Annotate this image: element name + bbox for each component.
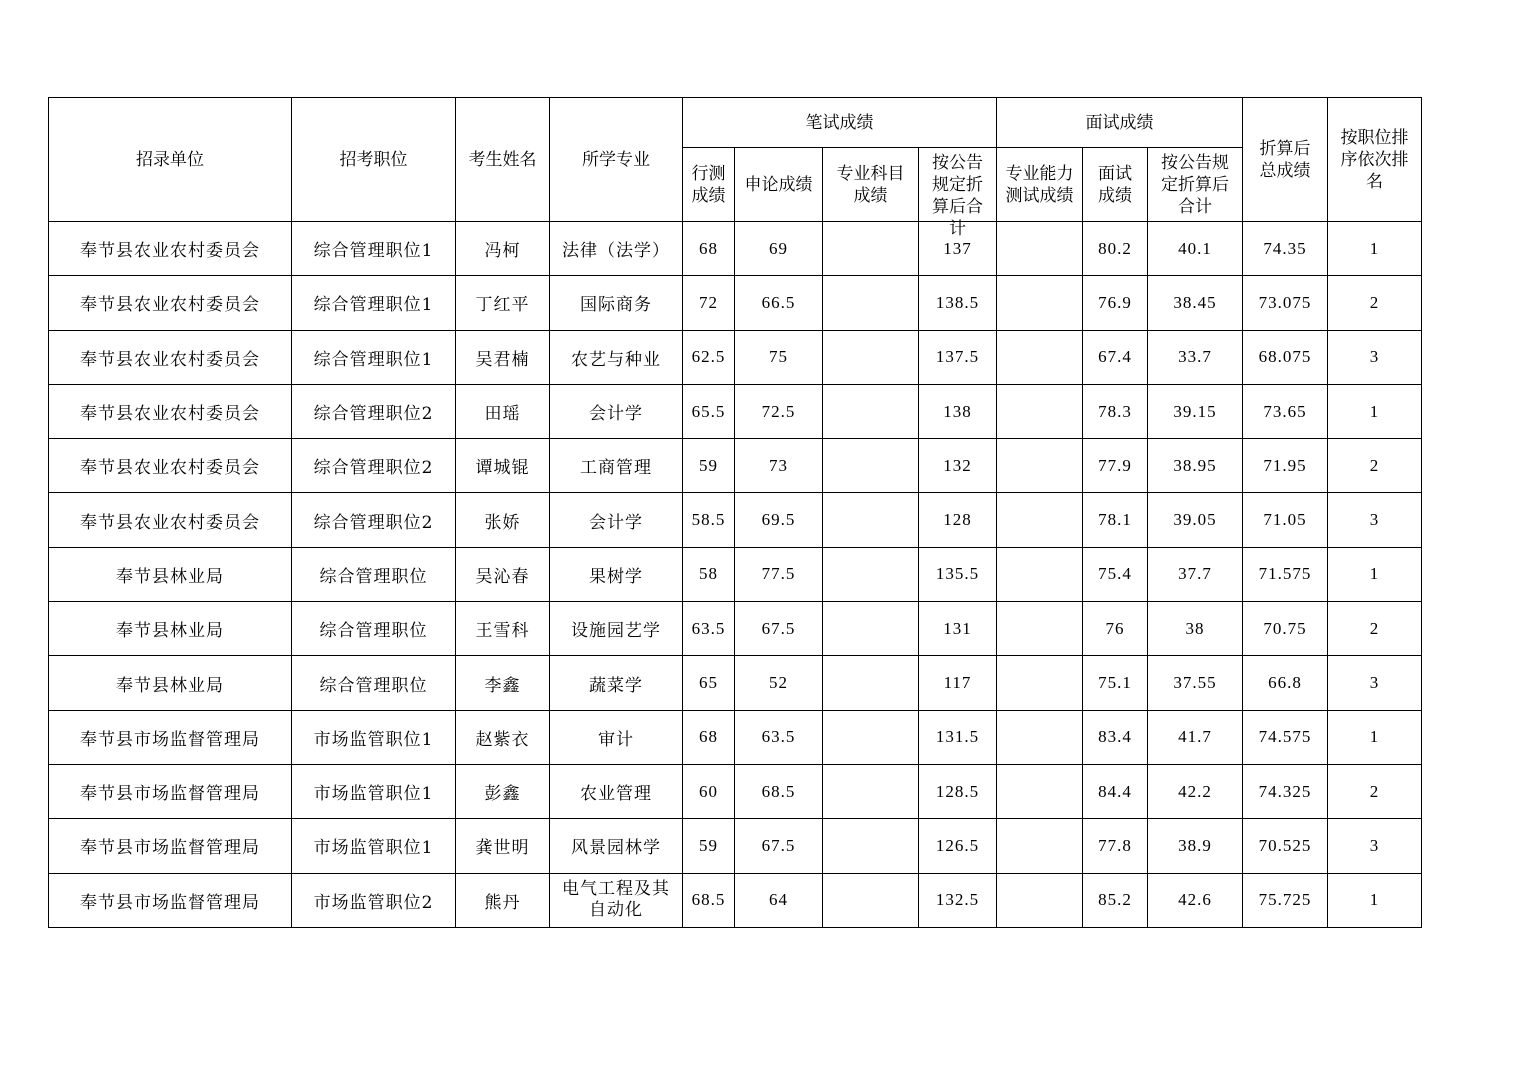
cell-unit: 奉节县林业局: [49, 602, 292, 656]
cell-interview: 77.9: [1083, 439, 1148, 493]
header-shenlun: 申论成绩: [735, 148, 823, 222]
cell-special: [823, 602, 919, 656]
cell-xingce: 60: [683, 764, 735, 818]
table-row: [49, 384, 1422, 438]
cell-position: 综合管理职位: [292, 602, 456, 656]
cell-name: 冯柯: [456, 222, 550, 276]
cell-xingce: 62.5: [683, 330, 735, 384]
cell-interview-converted: 42.2: [1148, 764, 1243, 818]
cell-written-converted: 128.5: [919, 764, 997, 818]
cell-xingce: 59: [683, 819, 735, 873]
cell-unit: 奉节县农业农村委员会: [49, 276, 292, 330]
cell-special: [823, 764, 919, 818]
cell-interview-converted: 39.05: [1148, 493, 1243, 547]
cell-special: [823, 276, 919, 330]
cell-name: 吴沁春: [456, 547, 550, 601]
cell-major: 设施园艺学: [550, 602, 683, 656]
cell-total: 73.075: [1243, 276, 1328, 330]
cell-special: [823, 384, 919, 438]
cell-major: 农艺与种业: [550, 330, 683, 384]
table-row: [49, 547, 1422, 601]
cell-ability: [997, 656, 1083, 710]
cell-ability: [997, 330, 1083, 384]
cell-rank: 2: [1328, 439, 1422, 493]
cell-unit: 奉节县林业局: [49, 656, 292, 710]
cell-interview-converted: 33.7: [1148, 330, 1243, 384]
header-xingce: 行测成绩: [683, 148, 735, 222]
cell-unit: 奉节县林业局: [49, 547, 292, 601]
cell-interview-converted: 37.55: [1148, 656, 1243, 710]
cell-total: 70.75: [1243, 602, 1328, 656]
cell-shenlun: 73: [735, 439, 823, 493]
cell-rank: 2: [1328, 602, 1422, 656]
cell-shenlun: 68.5: [735, 764, 823, 818]
cell-interview: 78.3: [1083, 384, 1148, 438]
cell-shenlun: 75: [735, 330, 823, 384]
header-major: 所学专业: [550, 98, 683, 222]
cell-total: 74.325: [1243, 764, 1328, 818]
header-written-converted: [919, 148, 997, 239]
cell-position: 综合管理职位2: [292, 384, 456, 438]
cell-xingce: 63.5: [683, 602, 735, 656]
cell-xingce: 68: [683, 222, 735, 276]
cell-written-converted: 128: [919, 493, 997, 547]
cell-interview: 78.1: [1083, 493, 1148, 547]
header-interview-group: 面试成绩: [997, 98, 1243, 148]
cell-position: 综合管理职位1: [292, 222, 456, 276]
cell-rank: 3: [1328, 819, 1422, 873]
cell-total: 73.65: [1243, 384, 1328, 438]
header-interview-converted: 按公告规定折算后合计: [1148, 148, 1243, 222]
cell-position: 综合管理职位2: [292, 439, 456, 493]
table-row: [49, 330, 1422, 384]
cell-shenlun: 72.5: [735, 384, 823, 438]
cell-interview-converted: 38.45: [1148, 276, 1243, 330]
header-special: 专业科目成绩: [823, 148, 919, 222]
cell-interview: 76: [1083, 602, 1148, 656]
cell-total: 66.8: [1243, 656, 1328, 710]
cell-xingce: 65: [683, 656, 735, 710]
cell-xingce: 72: [683, 276, 735, 330]
table-row: [49, 222, 1422, 276]
cell-interview: 75.1: [1083, 656, 1148, 710]
cell-interview: 75.4: [1083, 547, 1148, 601]
cell-rank: 3: [1328, 330, 1422, 384]
cell-shenlun: 64: [735, 873, 823, 927]
header-ability: 专业能力测试成绩: [997, 148, 1083, 222]
cell-shenlun: 52: [735, 656, 823, 710]
table-row: [49, 656, 1422, 710]
cell-interview-converted: 38: [1148, 602, 1243, 656]
cell-major: 工商管理: [550, 439, 683, 493]
cell-unit: 奉节县农业农村委员会: [49, 384, 292, 438]
header-name: 考生姓名: [456, 98, 550, 222]
cell-total: 75.725: [1243, 873, 1328, 927]
table-body: [49, 222, 1422, 928]
cell-ability: [997, 493, 1083, 547]
cell-unit: 奉节县市场监督管理局: [49, 710, 292, 764]
cell-xingce: 65.5: [683, 384, 735, 438]
cell-name: 龚世明: [456, 819, 550, 873]
cell-major: 国际商务: [550, 276, 683, 330]
cell-rank: 1: [1328, 547, 1422, 601]
cell-written-converted: 132: [919, 439, 997, 493]
cell-special: [823, 493, 919, 547]
cell-name: 李鑫: [456, 656, 550, 710]
table-row: [49, 602, 1422, 656]
cell-name: 吴君楠: [456, 330, 550, 384]
cell-major: 风景园林学: [550, 819, 683, 873]
cell-interview: 76.9: [1083, 276, 1148, 330]
cell-interview: 67.4: [1083, 330, 1148, 384]
cell-total: 71.575: [1243, 547, 1328, 601]
cell-ability: [997, 764, 1083, 818]
cell-written-converted: 117: [919, 656, 997, 710]
cell-xingce: 68: [683, 710, 735, 764]
cell-rank: 3: [1328, 656, 1422, 710]
table-row: [49, 764, 1422, 818]
score-table: [48, 97, 1422, 928]
table-row: [49, 439, 1422, 493]
cell-rank: 3: [1328, 493, 1422, 547]
cell-shenlun: 69.5: [735, 493, 823, 547]
cell-total: 74.575: [1243, 710, 1328, 764]
table-row: [49, 493, 1422, 547]
cell-ability: [997, 222, 1083, 276]
cell-written-converted: 126.5: [919, 819, 997, 873]
cell-interview: 77.8: [1083, 819, 1148, 873]
cell-rank: 1: [1328, 384, 1422, 438]
header-position: 招考职位: [292, 98, 456, 222]
cell-rank: 1: [1328, 873, 1422, 927]
cell-written-converted: 131.5: [919, 710, 997, 764]
cell-interview-converted: 39.15: [1148, 384, 1243, 438]
cell-written-converted: 132.5: [919, 873, 997, 927]
cell-special: [823, 710, 919, 764]
cell-written-converted: 138.5: [919, 276, 997, 330]
cell-position: 综合管理职位1: [292, 330, 456, 384]
cell-unit: 奉节县农业农村委员会: [49, 439, 292, 493]
table-row: [49, 710, 1422, 764]
cell-ability: [997, 710, 1083, 764]
cell-major: 电气工程及其自动化: [550, 873, 683, 927]
cell-written-converted: 137.5: [919, 330, 997, 384]
cell-name: 王雪科: [456, 602, 550, 656]
cell-position: 综合管理职位: [292, 656, 456, 710]
cell-written-converted: 131: [919, 602, 997, 656]
cell-written-converted: 135.5: [919, 547, 997, 601]
cell-position: 市场监管职位1: [292, 710, 456, 764]
cell-interview-converted: 38.95: [1148, 439, 1243, 493]
cell-major: 会计学: [550, 384, 683, 438]
cell-major: 会计学: [550, 493, 683, 547]
cell-interview-converted: 41.7: [1148, 710, 1243, 764]
cell-position: 综合管理职位2: [292, 493, 456, 547]
cell-total: 71.95: [1243, 439, 1328, 493]
cell-shenlun: 63.5: [735, 710, 823, 764]
cell-ability: [997, 439, 1083, 493]
cell-unit: 奉节县农业农村委员会: [49, 222, 292, 276]
cell-special: [823, 656, 919, 710]
cell-xingce: 58.5: [683, 493, 735, 547]
cell-name: 张娇: [456, 493, 550, 547]
table-row: [49, 276, 1422, 330]
cell-interview-converted: 38.9: [1148, 819, 1243, 873]
cell-special: [823, 439, 919, 493]
header-total: 折算后总成绩: [1243, 98, 1328, 222]
cell-interview-converted: 42.6: [1148, 873, 1243, 927]
cell-ability: [997, 819, 1083, 873]
cell-ability: [997, 276, 1083, 330]
header-interview: 面试成绩: [1083, 148, 1148, 222]
cell-position: 市场监管职位1: [292, 764, 456, 818]
cell-total: 74.35: [1243, 222, 1328, 276]
cell-shenlun: 69: [735, 222, 823, 276]
cell-unit: 奉节县农业农村委员会: [49, 493, 292, 547]
cell-rank: 2: [1328, 764, 1422, 818]
cell-special: [823, 547, 919, 601]
cell-major: 法律（法学）: [550, 222, 683, 276]
cell-ability: [997, 547, 1083, 601]
header-written-group: 笔试成绩: [683, 98, 997, 148]
cell-name: 熊丹: [456, 873, 550, 927]
cell-total: 70.525: [1243, 819, 1328, 873]
cell-written-converted: 137: [919, 222, 997, 276]
cell-name: 丁红平: [456, 276, 550, 330]
cell-total: 68.075: [1243, 330, 1328, 384]
cell-shenlun: 67.5: [735, 819, 823, 873]
header-unit: 招录单位: [49, 98, 292, 222]
cell-unit: 奉节县市场监督管理局: [49, 764, 292, 818]
table-row: [49, 819, 1422, 873]
cell-shenlun: 77.5: [735, 547, 823, 601]
cell-interview: 80.2: [1083, 222, 1148, 276]
cell-name: 田瑶: [456, 384, 550, 438]
cell-rank: 1: [1328, 222, 1422, 276]
cell-major: 蔬菜学: [550, 656, 683, 710]
cell-unit: 奉节县农业农村委员会: [49, 330, 292, 384]
cell-special: [823, 873, 919, 927]
cell-interview: 84.4: [1083, 764, 1148, 818]
cell-name: 彭鑫: [456, 764, 550, 818]
cell-position: 综合管理职位1: [292, 276, 456, 330]
cell-interview: 83.4: [1083, 710, 1148, 764]
cell-total: 71.05: [1243, 493, 1328, 547]
header-written-converted-text: 按公告规定折算后合计: [932, 152, 983, 239]
cell-position: 综合管理职位: [292, 547, 456, 601]
cell-special: [823, 330, 919, 384]
cell-rank: 2: [1328, 276, 1422, 330]
cell-interview-converted: 40.1: [1148, 222, 1243, 276]
cell-special: [823, 222, 919, 276]
cell-xingce: 59: [683, 439, 735, 493]
cell-shenlun: 67.5: [735, 602, 823, 656]
cell-position: 市场监管职位2: [292, 873, 456, 927]
cell-ability: [997, 602, 1083, 656]
cell-name: 谭城锟: [456, 439, 550, 493]
cell-xingce: 68.5: [683, 873, 735, 927]
cell-position: 市场监管职位1: [292, 819, 456, 873]
cell-written-converted: 138: [919, 384, 997, 438]
cell-shenlun: 66.5: [735, 276, 823, 330]
cell-name: 赵紫衣: [456, 710, 550, 764]
table-row: [49, 873, 1422, 927]
cell-major: 果树学: [550, 547, 683, 601]
cell-ability: [997, 384, 1083, 438]
cell-interview: 85.2: [1083, 873, 1148, 927]
cell-interview-converted: 37.7: [1148, 547, 1243, 601]
header-rank: 按职位排序依次排名: [1328, 98, 1422, 222]
cell-xingce: 58: [683, 547, 735, 601]
cell-major: 审计: [550, 710, 683, 764]
cell-unit: 奉节县市场监督管理局: [49, 873, 292, 927]
cell-special: [823, 819, 919, 873]
cell-major: 农业管理: [550, 764, 683, 818]
cell-rank: 1: [1328, 710, 1422, 764]
cell-unit: 奉节县市场监督管理局: [49, 819, 292, 873]
cell-ability: [997, 873, 1083, 927]
